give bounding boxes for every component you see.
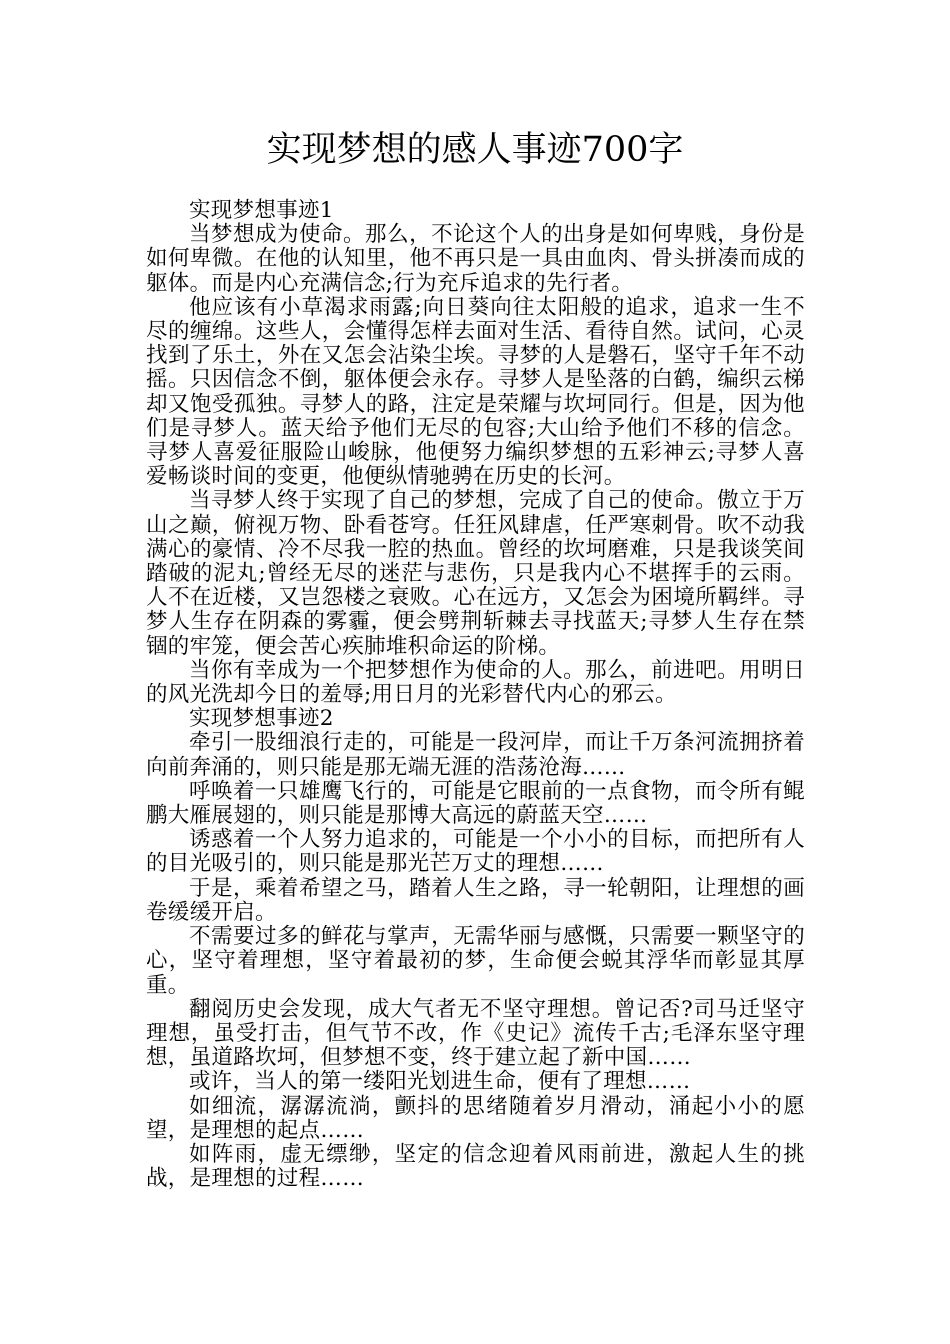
paragraph: 当你有幸成为一个把梦想作为使命的人。那么，前进吧。用明日的风光洗却今日的羞辱;用日月的光彩替代内心的邪云。 [146, 657, 805, 708]
article-body [146, 199, 805, 1191]
paragraph: 不需要过多的鲜花与掌声，无需华丽与感慨，只需要一颗坚守的心，坚守着理想，坚守着最初的梦，生命便会蜕其浮华而彰显其厚重。 [146, 924, 805, 998]
page-title: 实现梦想的感人事迹700字 [266, 130, 684, 170]
paragraph: 于是，乘着希望之马，踏着人生之路，寻一轮朝阳，让理想的画卷缓缓开启。 [146, 875, 805, 925]
paragraph: 当梦想成为使命。那么，不论这个人的出身是如何卑贱，身份是如何卑微。在他的认知里，他不再只是一具由血肉、骨头拼凑而成的躯体。而是内心充满信念;行为充斥追求的先行者。 [146, 222, 805, 296]
paragraph: 呼唤着一只雄鹰飞行的，可能是它眼前的一点食物，而令所有鲲鹏大雁展翅的，则只能是那博大高远的蔚蓝天空…… [146, 778, 805, 829]
paragraph: 诱惑着一个人努力追求的，可能是一个小小的目标，而把所有人的目光吸引的，则只能是那光芒万丈的理想…… [146, 827, 805, 877]
section-heading-1: 实现梦想事迹1 [189, 198, 334, 223]
paragraph: 或许，当人的第一缕阳光划进生命，便有了理想…… [189, 1069, 691, 1095]
paragraph: 如阵雨，虚无缥缈，坚定的信念迎着风雨前进，激起人生的挑战，是理想的过程…… [146, 1141, 805, 1192]
paragraph: 翻阅历史会发现，成大气者无不坚守理想。曾记否?司马迁坚守理想，虽受打击，但气节不改，作《史记》流传千古;毛泽东坚守理想，虽道路坎坷，但梦想不变，终于建立起了新中国…… [146, 996, 805, 1071]
paragraph: 牵引一股细浪行走的，可能是一段河岸，而让千万条河流拥挤着向前奔涌的，则只能是那无端无涯的浩荡沧海…… [146, 730, 805, 780]
section-heading-2: 实现梦想事迹2 [189, 706, 334, 732]
paragraph: 当寻梦人终于实现了自己的梦想，完成了自己的使命。傲立于万山之巅，俯视万物、卧看苍穹。任狂风肆虐，任严寒刺骨。吹不动我满心的豪情、冷不尽我一腔的热血。曾经的坎坷磨难，只是我谈笑间踏破的泥丸;曾经无尽的迷茫与悲伤，只是我内心不堪挥手的云雨。人不在近楼，又岂怨楼之衰败。心在远方，又怎会为困境所羁绊。寻梦人生存在阴森的雾霾，便会劈荆斩棘去寻找蓝天;寻梦人生存在禁锢的牢笼，便会苦心疾肺堆积命运的阶梯。 [146, 488, 805, 659]
paragraph: 他应该有小草渴求雨露;向日葵向往太阳般的追求，追求一生不尽的缠绵。这些人，会懂得怎样去面对生活、看待自然。试问，心灵找到了乐土，外在又怎会沾染尘埃。寻梦的人是磐石，坚守千年不动摇。只因信念不倒，躯体便会永存。寻梦人是坠落的白鹤，编织云梯却又饱受孤独。寻梦人的路，注定是荣耀与坎坷同行。但是，因为他们是寻梦人。蓝天给予他们无尽的包容;大山给予他们不移的信念。寻梦人喜爱征服险山峻脉，他便努力编织梦想的五彩神云;寻梦人喜爱畅谈时间的变更，他便纵情驰骋在历史的长河。 [146, 294, 805, 490]
paragraph: 如细流，潺潺流淌，颤抖的思绪随着岁月滑动，涌起小小的愿望，是理想的起点…… [146, 1093, 805, 1143]
